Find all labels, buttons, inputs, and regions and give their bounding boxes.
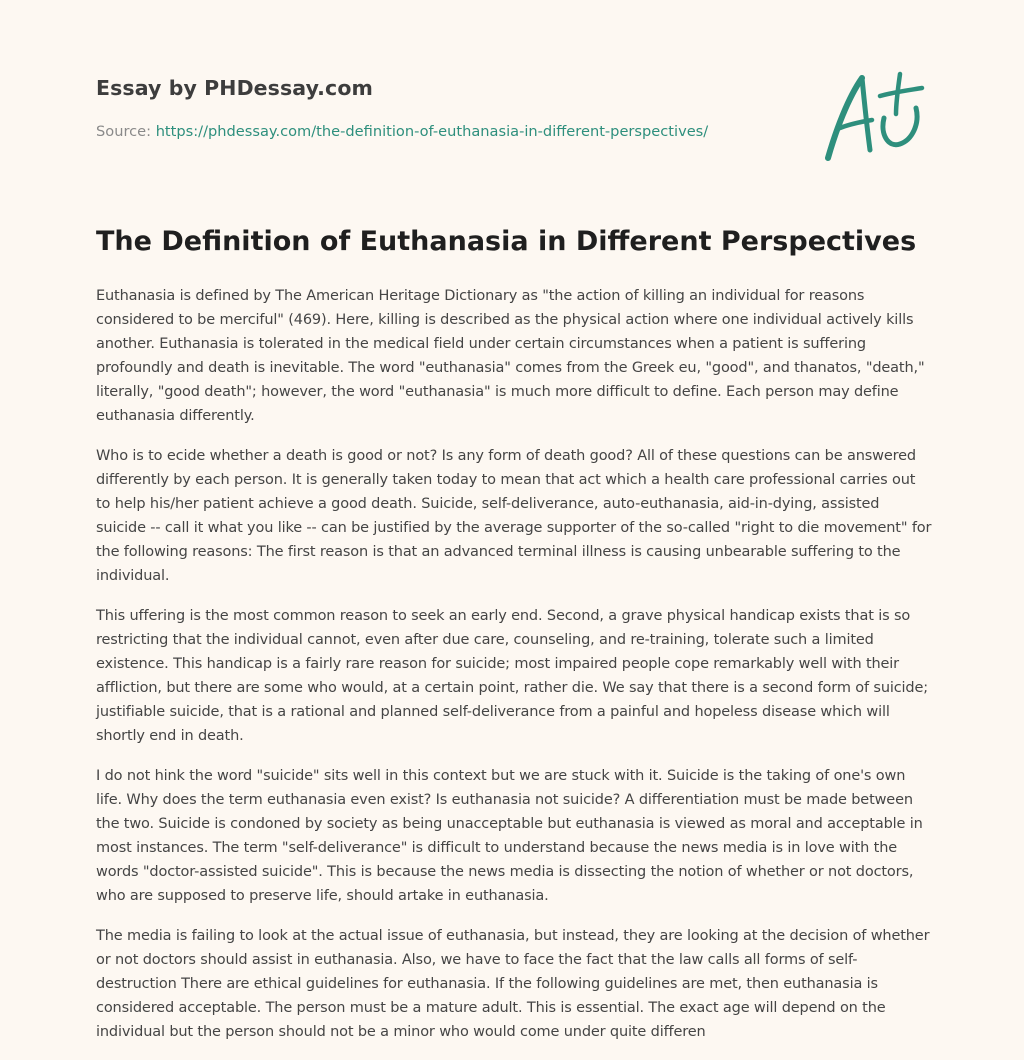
- source-link[interactable]: https://phdessay.com/the-definition-of-euthanasia-in-different-perspectives/: [155, 123, 709, 140]
- paragraph: Euthanasia is defined by The American Heritage Dictionary as "the action of killing an individual for reasons considered to be merciful" (469). Here, killing is described as the physical action where one individual actively kills another. Euthanasia is tolerated in the medical field under certain circumstances when a patient is suffering profoundly and death is inevitable. The word "euthanasia" comes from the Greek eu, "good", and thanatos, "death," literally, "good death"; however, the word "euthanasia" is much more difficult to define. Each person may define euthanasia differently.: [96, 288, 925, 424]
- site-brand: Essay by PHDessay.com: [96, 76, 373, 100]
- article-body: [96, 284, 932, 1060]
- source-label: Source:: [96, 123, 156, 140]
- source-line: [96, 123, 708, 140]
- paragraph: This uffering is the most common reason to seek an early end. Second, a grave physical handicap exists that is so restricting that the individual cannot, even after due care, counseling, and re-training, tolerate such a limited existence. This handicap is a fairly rare reason for suicide; most impaired people cope remarkably well with their affliction, but there are some who would, at a certain point, rather die. We say that there is a second form of suicide; justifiable suicide, that is a rational and planned self-deliverance from a painful and hopeless disease which will shortly end in death.: [96, 608, 928, 744]
- paragraph: The media is failing to look at the actual issue of euthanasia, but instead, they are looking at the decision of whether or not doctors should assist in euthanasia. Also, we have to face the fact that the law calls all forms of self-destruction There are ethical guidelines for euthanasia. If the following guidelines are met, then euthanasia is considered acceptable. The person must be a mature adult. This is essential. The exact age will depend on the individual but the person should not be a minor who would come under quite differen: [96, 928, 930, 1040]
- paragraph: I do not hink the word "suicide" sits well in this context but we are stuck with it. Suicide is the taking of one's own life. Why does the term euthanasia even exist? Is euthanasia not suicide? A differentiation must be made between the two. Suicide is condoned by society as being unacceptable but euthanasia is viewed as moral and acceptable in most instances. The term "self-deliverance" is difficult to understand because the news media is in love with the words "doctor-assisted suicide". This is because the news media is dissecting the notion of whether or not doctors, who are supposed to preserve life, should artake in euthanasia.: [96, 768, 923, 904]
- paragraph: Who is to ecide whether a death is good or not? Is any form of death good? All of these questions can be answered differently by each person. It is generally taken today to mean that act which a health care professional carries out to help his/her patient achieve a good death. Suicide, self-deliverance, auto-euthanasia, aid-in-dying, assisted suicide -- call it what you like -- can be justified by the average supporter of the so-called "right to die movement" for the following reasons: The first reason is that an advanced terminal illness is causing unbearable suffering to the individual.: [96, 448, 932, 584]
- article-title: The Definition of Euthanasia in Different Perspectives: [96, 226, 917, 257]
- a-plus-logo-icon: [818, 68, 930, 164]
